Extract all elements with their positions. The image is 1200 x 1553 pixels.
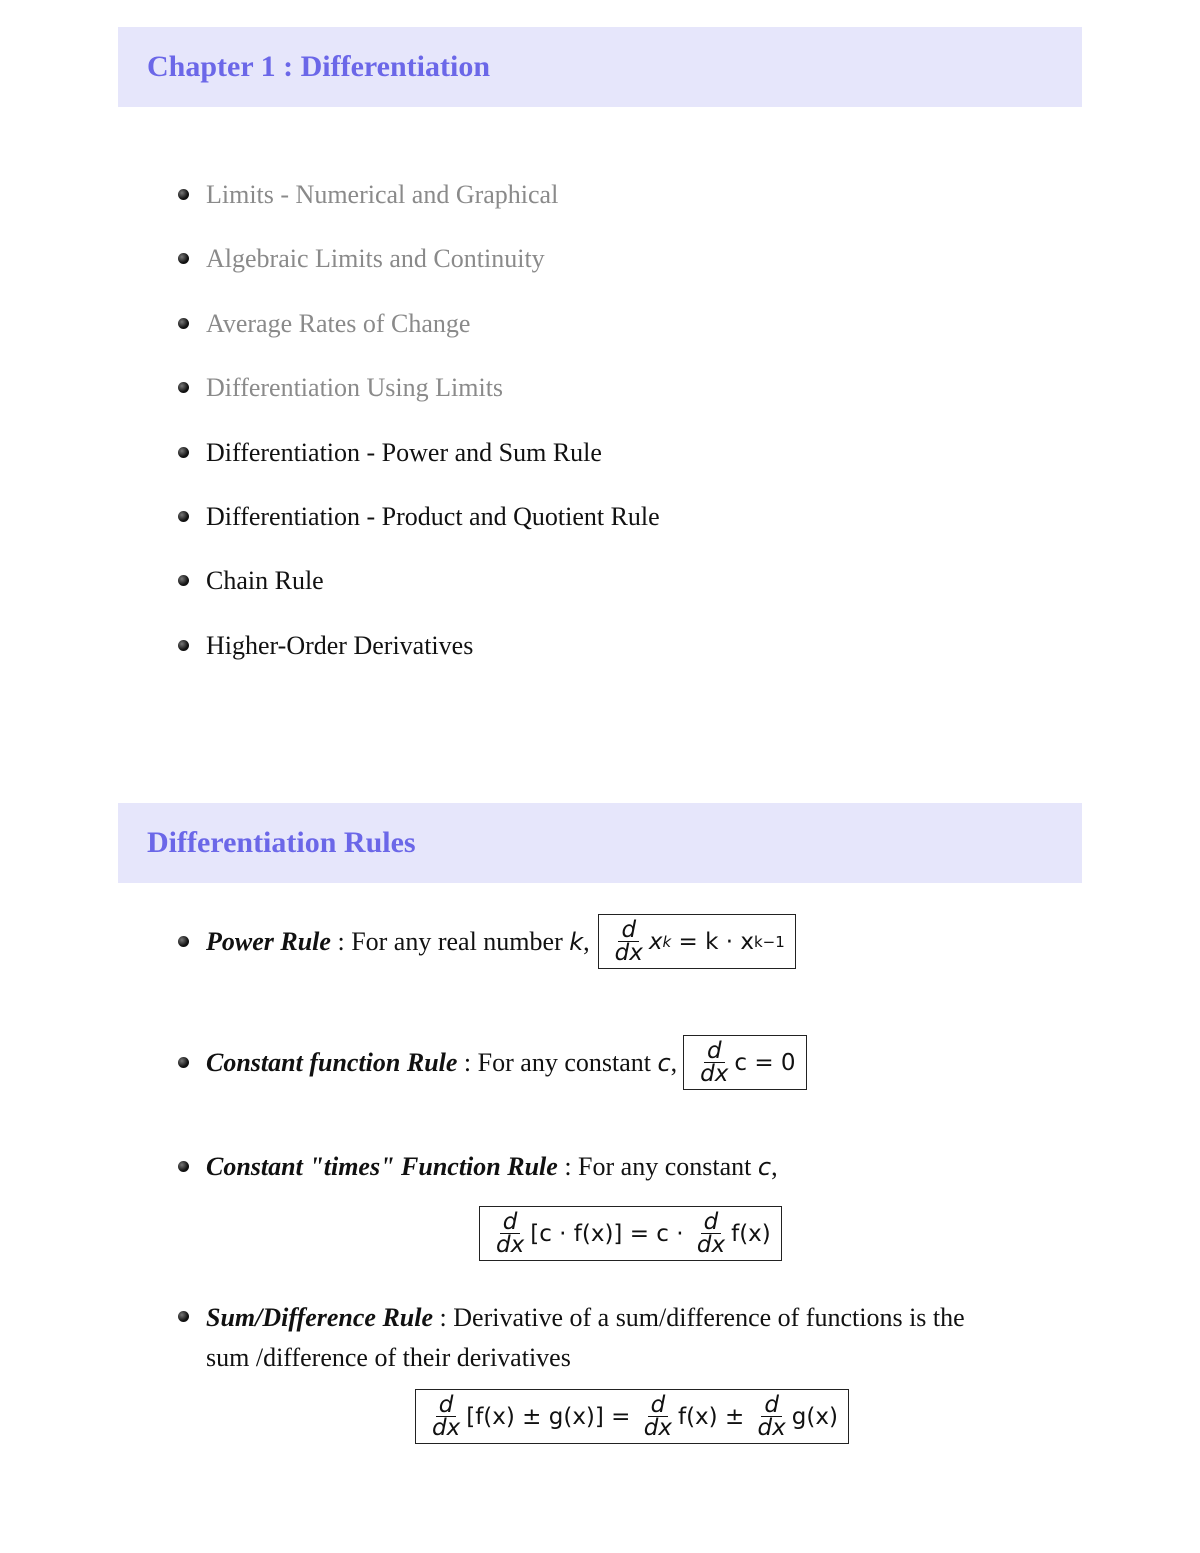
rule-name: Constant "times" Function Rule: [206, 1152, 558, 1181]
rule-name: Power Rule: [206, 926, 331, 956]
power-rule-formula: $\frac{d}{dx}$ x k = k · x k−1: [598, 914, 796, 969]
constant-times-rule: [176, 1148, 778, 1186]
constant-times-formula: $\frac{d}{dx}$ [c · f(x)] = c · $\frac{d}{dx}$ f(x): [479, 1206, 782, 1261]
topic-label: Higher-Order Derivatives: [206, 630, 474, 660]
topic-item: [176, 495, 660, 559]
bullet-icon: [178, 189, 189, 200]
rule-var: k: [569, 927, 584, 956]
topic-item[interactable]: [176, 237, 660, 301]
chapter-title: Chapter 1 : Differentiation: [147, 50, 491, 83]
bullet-icon: [178, 447, 189, 458]
bullet-icon: [178, 575, 189, 586]
rule-text: For any constant: [477, 1047, 658, 1077]
derivative-fraction: $\frac{d}{dx}$: [700, 1038, 729, 1087]
rule-name: Constant function Rule: [206, 1047, 458, 1077]
sum-difference-rule: [176, 1298, 965, 1378]
topic-item: [176, 431, 660, 495]
derivative-fraction: $\frac{d}{dx}$: [757, 1392, 786, 1441]
rule-text: For any constant: [578, 1152, 758, 1181]
derivative-fraction: $\frac{d}{dx}$: [696, 1209, 726, 1258]
rule-comma: ,: [583, 926, 590, 956]
rule-sep: :: [433, 1303, 454, 1332]
rule-sep: :: [457, 1047, 478, 1077]
topic-label: Chain Rule: [206, 566, 324, 596]
bullet-icon: [178, 1161, 189, 1172]
constant-times-formula-block: [479, 1206, 782, 1261]
bullet-icon: [178, 253, 189, 264]
bullet-icon: [178, 511, 189, 522]
topic-item: [176, 624, 660, 688]
derivative-fraction: $\frac{d}{dx}$: [432, 1392, 461, 1441]
topic-label[interactable]: Algebraic Limits and Continuity: [206, 244, 545, 274]
bullet-icon: [178, 1311, 189, 1322]
bullet-icon: [178, 640, 189, 651]
rule-text-line1: Derivative of a sum/difference of functions is the: [453, 1303, 965, 1332]
topic-label[interactable]: Limits - Numerical and Graphical: [206, 180, 559, 209]
sum-difference-formula: $\frac{d}{dx}$ [f(x) ± g(x)] = $\frac{d}{dx}$ f(x) ± $\frac{d}{dx}$ g(x): [415, 1389, 849, 1444]
chapter-banner: [118, 27, 1082, 107]
topic-item[interactable]: [176, 173, 660, 237]
bullet-icon: [178, 382, 189, 393]
power-rule: [176, 914, 796, 969]
topic-label: Differentiation - Product and Quotient Rule: [206, 501, 660, 531]
topic-item[interactable]: [176, 366, 660, 430]
section-banner: [118, 803, 1082, 883]
rule-var: c: [657, 1048, 671, 1077]
topic-item[interactable]: [176, 302, 660, 366]
rule-var: c: [757, 1153, 772, 1181]
topic-label[interactable]: Differentiation Using Limits: [206, 373, 504, 403]
rule-text-line2: sum /difference of their derivatives: [206, 1343, 571, 1372]
constant-rule: [176, 1035, 807, 1090]
topic-list: [176, 173, 660, 688]
derivative-fraction: $\frac{d}{dx}$: [614, 917, 643, 966]
topic-item: [176, 559, 660, 623]
bullet-icon: [178, 318, 189, 329]
derivative-fraction: $\frac{d}{dx}$: [643, 1392, 672, 1441]
rule-name: Sum/Difference Rule: [206, 1303, 434, 1332]
rule-sep: :: [330, 926, 352, 956]
rule-comma: ,: [670, 1047, 678, 1077]
sum-difference-formula-block: [415, 1389, 849, 1444]
section-title: Differentiation Rules: [147, 826, 416, 859]
bullet-icon: [178, 1057, 189, 1068]
bullet-icon: [178, 936, 189, 947]
rule-comma: ,: [771, 1152, 778, 1181]
rule-sep: :: [557, 1152, 579, 1181]
constant-rule-formula: $\frac{d}{dx}$ c = 0: [683, 1035, 806, 1090]
derivative-fraction: $\frac{d}{dx}$: [496, 1209, 525, 1258]
topic-label: Differentiation - Power and Sum Rule: [206, 437, 602, 467]
topic-label[interactable]: Average Rates of Change: [206, 308, 471, 338]
rule-text: For any real number: [351, 926, 570, 956]
